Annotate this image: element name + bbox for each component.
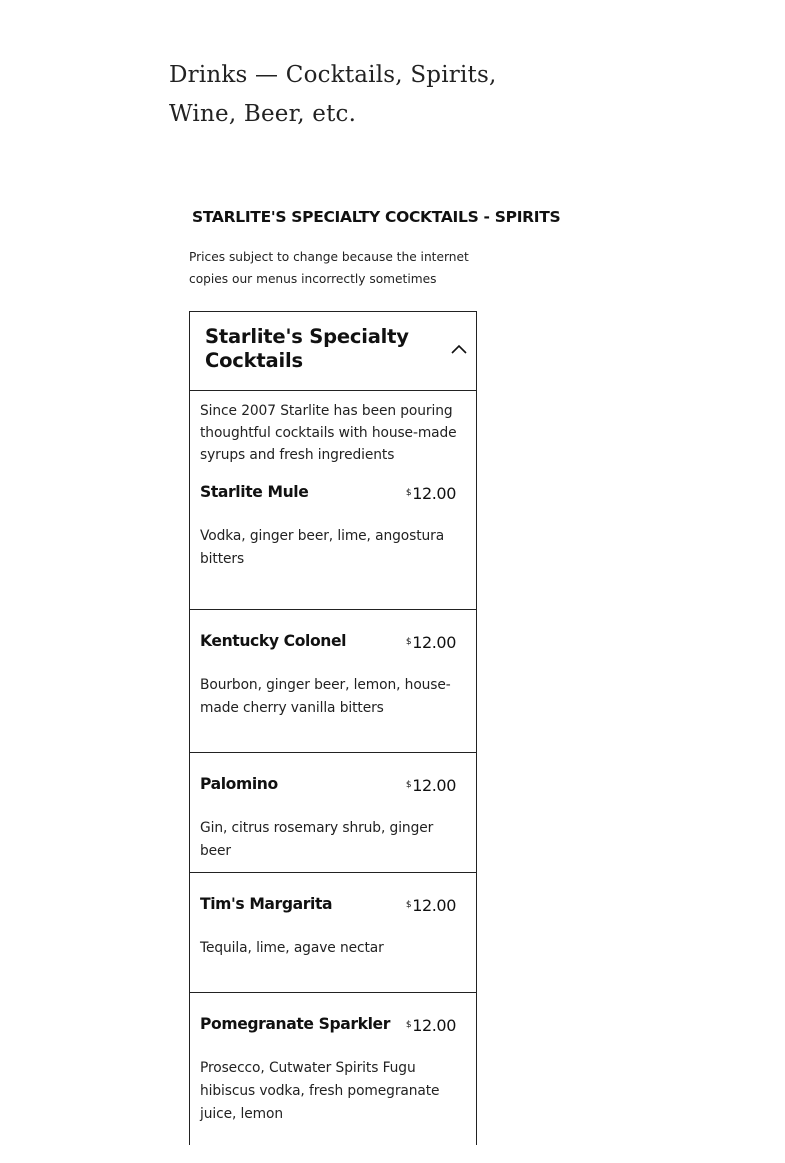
accordion-header[interactable] bbox=[190, 312, 476, 391]
item-name: Kentucky Colonel bbox=[200, 632, 347, 650]
chevron-up-icon[interactable] bbox=[449, 342, 469, 358]
price-value: 12.00 bbox=[412, 1016, 456, 1035]
item-price bbox=[406, 894, 456, 917]
item-name: Starlite Mule bbox=[200, 483, 309, 501]
item-description: Tequila, lime, agave nectar bbox=[200, 940, 384, 956]
currency-symbol: $ bbox=[405, 780, 412, 790]
item-name: Tim's Margarita bbox=[200, 895, 333, 913]
price-value: 12.00 bbox=[412, 776, 456, 795]
item-price bbox=[406, 774, 456, 797]
price-value: 12.00 bbox=[412, 633, 456, 652]
item-description: Gin, citrus rosemary shrub, ginger beer bbox=[200, 820, 434, 859]
item-price bbox=[406, 1014, 456, 1037]
accordion-title: Starlite's Specialty Cocktails bbox=[205, 325, 409, 372]
section-title: STARLITE'S SPECIALTY COCKTAILS - SPIRITS bbox=[192, 208, 561, 226]
price-value: 12.00 bbox=[412, 484, 456, 503]
page-heading: Drinks — Cocktails, Spirits, Wine, Beer, etc. bbox=[169, 62, 497, 127]
price-value: 12.00 bbox=[412, 896, 456, 915]
menu-item bbox=[190, 873, 476, 993]
item-description: Prosecco, Cutwater Spirits Fugu hibiscus vodka, fresh pomegranate juice, lemon bbox=[200, 1060, 440, 1122]
item-price bbox=[406, 631, 456, 654]
currency-symbol: $ bbox=[405, 1020, 412, 1030]
item-price bbox=[406, 482, 456, 505]
item-name: Pomegranate Sparkler bbox=[200, 1015, 391, 1033]
menu-item bbox=[190, 993, 476, 1163]
menu-item bbox=[190, 475, 476, 610]
currency-symbol: $ bbox=[405, 637, 412, 647]
accordion-panel bbox=[190, 391, 476, 1163]
currency-symbol: $ bbox=[405, 900, 412, 910]
menu-item bbox=[190, 753, 476, 873]
cocktail-menu-accordion bbox=[189, 311, 477, 1145]
menu-item bbox=[190, 610, 476, 753]
currency-symbol: $ bbox=[405, 488, 412, 498]
menu-intro: Since 2007 Starlite has been pouring thoughtful cocktails with house-made syrups and fresh ingredients bbox=[200, 403, 457, 463]
item-description: Bourbon, ginger beer, lemon, house-made cherry vanilla bitters bbox=[200, 677, 451, 716]
item-name: Palomino bbox=[200, 775, 278, 793]
item-description: Vodka, ginger beer, lime, angostura bitters bbox=[200, 528, 445, 567]
price-disclaimer: Prices subject to change because the internet copies our menus incorrectly sometimes bbox=[189, 250, 469, 286]
